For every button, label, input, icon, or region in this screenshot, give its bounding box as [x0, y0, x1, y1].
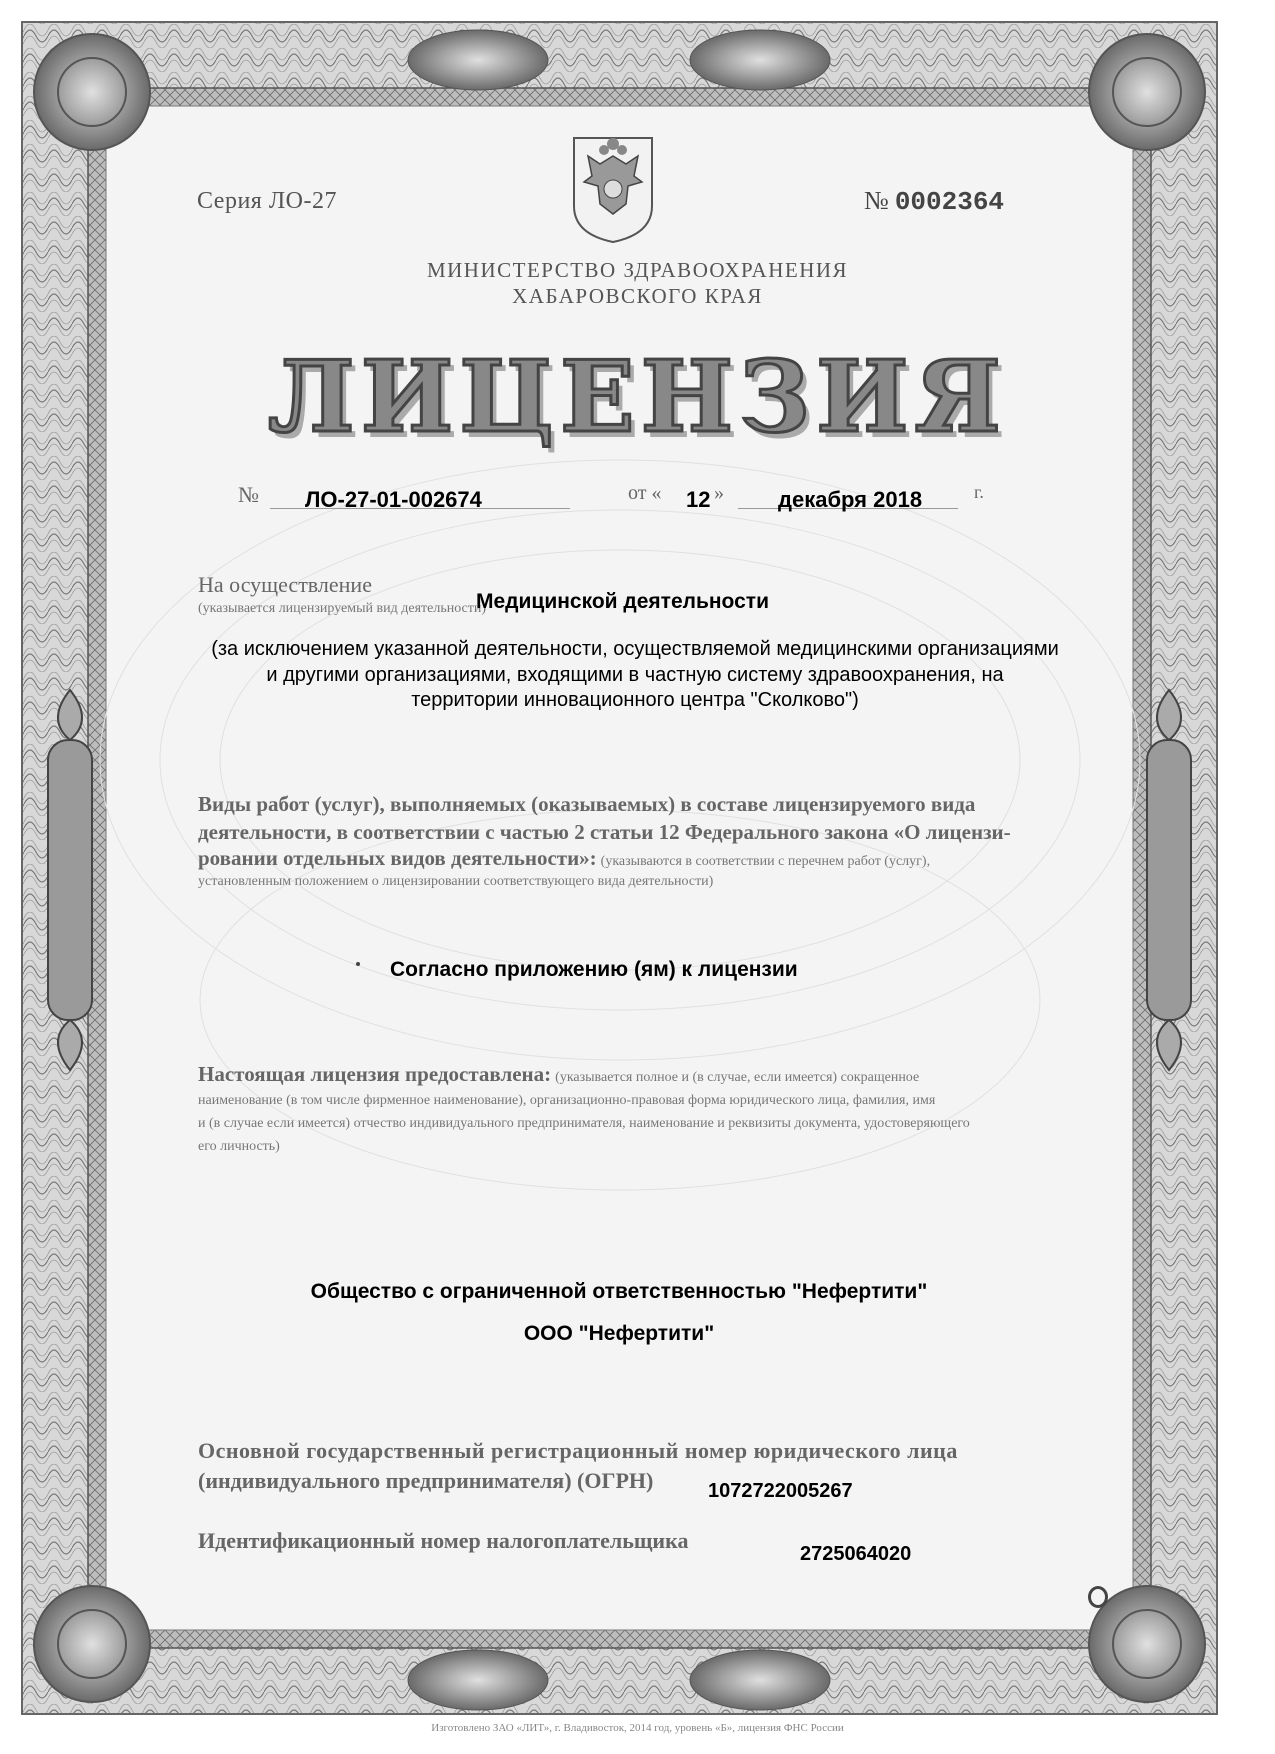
holder-hint-4: его личность)	[198, 1139, 280, 1154]
printer-footer: Изготовлено ЗАО «ЛИТ», г. Владивосток, 2014 год, уровень «Б», лицензия ФНС России	[431, 1722, 844, 1734]
license-year-suffix: г.	[974, 482, 984, 502]
seal-mark-icon	[1088, 1586, 1108, 1608]
works-line-3-bold: ровании отдельных видов деятельности»:	[198, 846, 597, 870]
ministry-line-2: ХАБАРОВСКОГО КРАЯ	[512, 284, 763, 308]
license-date-from-label: от «	[628, 482, 662, 504]
holder-short-name: ООО "Нефертити"	[523, 1322, 715, 1345]
license-month-year: декабря 2018	[778, 487, 923, 512]
works-value: Согласно приложению (ям) к лицензии	[390, 958, 798, 981]
blank-number-value: 0002364	[894, 187, 1005, 217]
works-line-3	[198, 846, 930, 871]
series-label: Серия ЛО-27	[197, 188, 337, 214]
works-line-4-hint: установленным положением о лицензировании соответствующего вида деятельности)	[198, 874, 714, 889]
holder-hint-3: и (в случае если имеется) отчество индивидуального предпринимателя, наименование и реквизиты документа, удостоверяющего	[198, 1116, 970, 1131]
works-line-3-hint: (указываются в соответствии с перечнем работ (услуг),	[600, 854, 931, 869]
coat-of-arms-icon	[570, 134, 656, 246]
license-day: 12	[686, 487, 711, 512]
ogrn-label-line-1: Основной государственный регистрационный номер юридического лица	[198, 1438, 958, 1463]
activity-value: Медицинской деятельности	[476, 590, 769, 613]
holder-hint-1: (указывается полное и (в случае, если имеется) сокращенное	[555, 1070, 920, 1085]
activity-label: На осуществление	[198, 572, 372, 597]
holder-label-line	[198, 1062, 1040, 1087]
activity-note-line-1: (за исключением указанной деятельности, осуществляемой медицинскими организациями	[211, 638, 1059, 660]
holder-label: Настоящая лицензия предоставлена:	[198, 1062, 552, 1086]
ogrn-value: 1072722005267	[708, 1480, 853, 1502]
document-title: ЛИЦЕНЗИЯ	[268, 340, 1007, 455]
ministry-line-1: МИНИСТЕРСТВО ЗДРАВООХРАНЕНИЯ	[426, 258, 849, 282]
holder-full-name: Общество с ограниченной ответственностью "Нефертити"	[310, 1280, 928, 1303]
activity-note-line-2: и другими организациями, входящими в частную систему здравоохранения, на	[266, 664, 1004, 686]
holder-hint-2: наименование (в том числе фирменное наименование), организационно-правовая форма юридического лица, фамилия, имя	[198, 1093, 936, 1108]
license-day-close: »	[714, 482, 724, 504]
license-number-sign: №	[238, 482, 259, 507]
blank-number	[864, 186, 1004, 217]
activity-note-line-3: территории инновационного центра "Сколково")	[411, 689, 859, 711]
number-sign: №	[864, 186, 889, 215]
inn-label: Идентификационный номер налогоплательщика	[198, 1528, 689, 1553]
works-line-1: Виды работ (услуг), выполняемых (оказываемых) в составе лицензируемого вида	[198, 792, 976, 816]
ink-dot	[356, 962, 360, 966]
activity-hint: (указывается лицензируемый вид деятельности)	[198, 601, 487, 616]
license-number: ЛО-27-01-002674	[305, 487, 482, 512]
inn-value: 2725064020	[800, 1543, 912, 1565]
ogrn-label-line-2: (индивидуального предпринимателя) (ОГРН)	[198, 1468, 654, 1493]
works-line-2: деятельности, в соответствии с частью 2 статьи 12 Федерального закона «О лицензи-	[198, 820, 1011, 844]
